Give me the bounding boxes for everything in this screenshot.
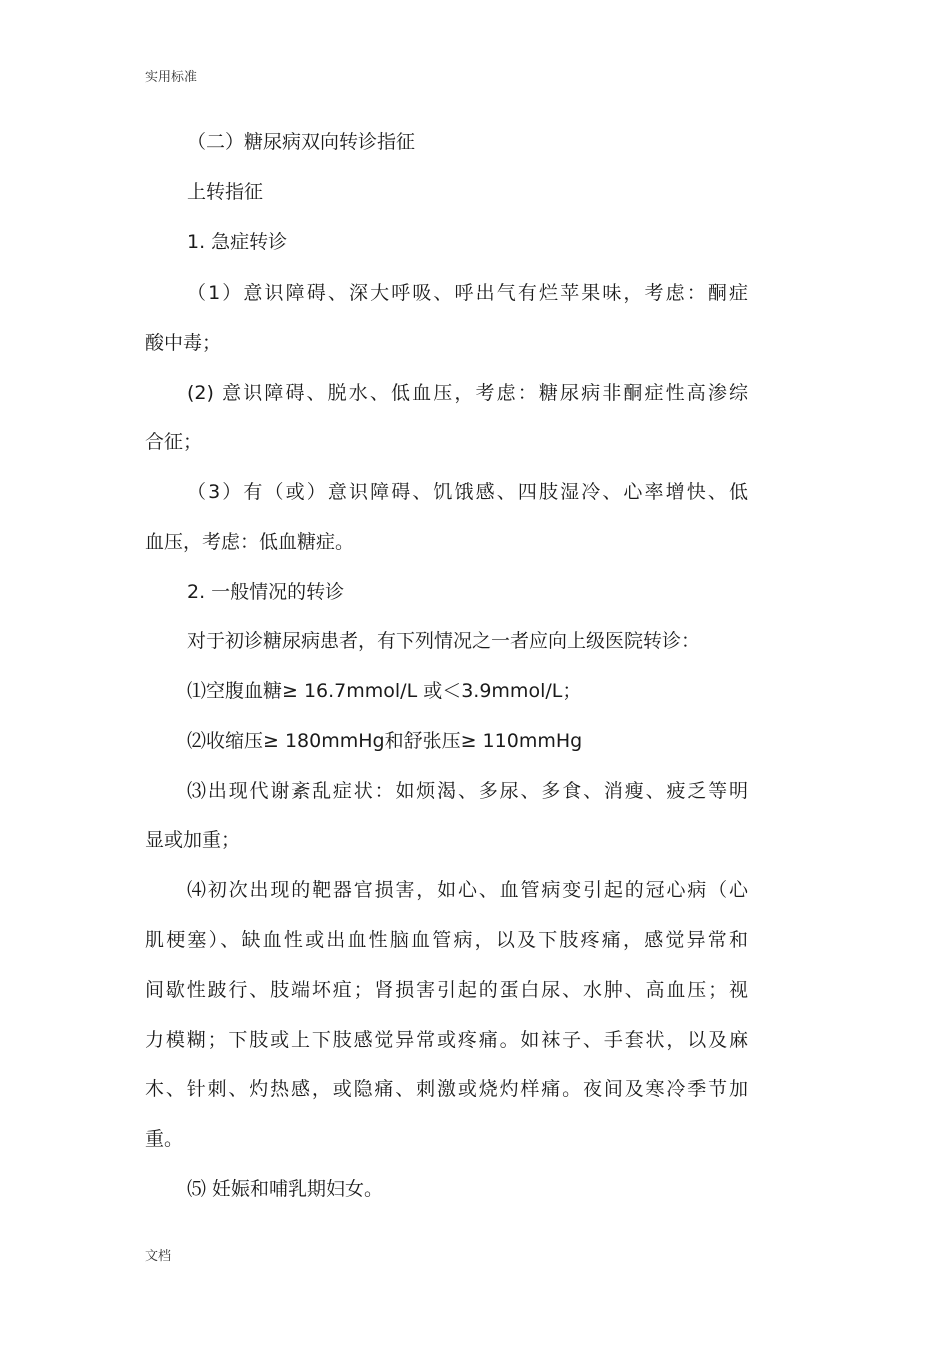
list-item: ⑸ 妊娠和哺乳期妇女。 [187,1178,384,1200]
paragraph-line: （1）意识障碍、深大呼吸、呼出气有烂苹果味，考虑：酮症 [187,282,748,304]
list-item: ⑶出现代谢紊乱症状：如烦渴、多尿、多食、消瘦、疲乏等明 [187,780,748,802]
paragraph-line: 重。 [145,1128,184,1150]
paragraph-line: 肌梗塞）、缺血性或出血性脑血管病，以及下肢疼痛，感觉异常和 [145,929,748,951]
paragraph-line: （3）有（或）意识障碍、饥饿感、四肢湿冷、心率增快、低 [187,481,748,503]
paragraph-line: 显或加重； [145,829,241,851]
paragraph-line: 对于初诊糖尿病患者，有下列情况之一者应向上级医院转诊： [187,630,701,652]
page-header: 实用标准 [145,70,198,85]
paragraph-line: (2) 意识障碍、脱水、低血压，考虑：糖尿病非酮症性高渗综 [187,382,748,404]
page-footer: 文档 [145,1249,172,1264]
paragraph-line: 木、针刺、灼热感，或隐痛、刺激或烧灼样痛。夜间及寒冷季节加 [145,1078,748,1100]
list-item: ⑷初次出现的靶器官损害，如心、血管病变引起的冠心病（心 [187,879,748,901]
subheading-up-transfer: 上转指征 [187,181,264,203]
paragraph-line: 血压，考虑：低血糖症。 [145,531,355,553]
heading-emergency-transfer: 1. 急症转诊 [187,231,288,253]
paragraph-line: 合征； [145,431,203,453]
section-title: （二）糖尿病双向转诊指征 [187,131,416,153]
paragraph-line: 酸中毒； [145,332,222,354]
paragraph-line: 力模糊；下肢或上下肢感觉异常或疼痛。如袜子、手套状，以及麻 [145,1029,748,1051]
list-item: ⑴空腹血糖≥ 16.7mmol/L 或＜3.9mmol/L； [187,680,582,702]
heading-general-transfer: 2. 一般情况的转诊 [187,581,345,603]
list-item: ⑵收缩压≥ 180mmHg和舒张压≥ 110mmHg [187,730,583,752]
paragraph-line: 间歇性跛行、肢端坏疽；肾损害引起的蛋白尿、水肿、高血压；视 [145,979,748,1001]
